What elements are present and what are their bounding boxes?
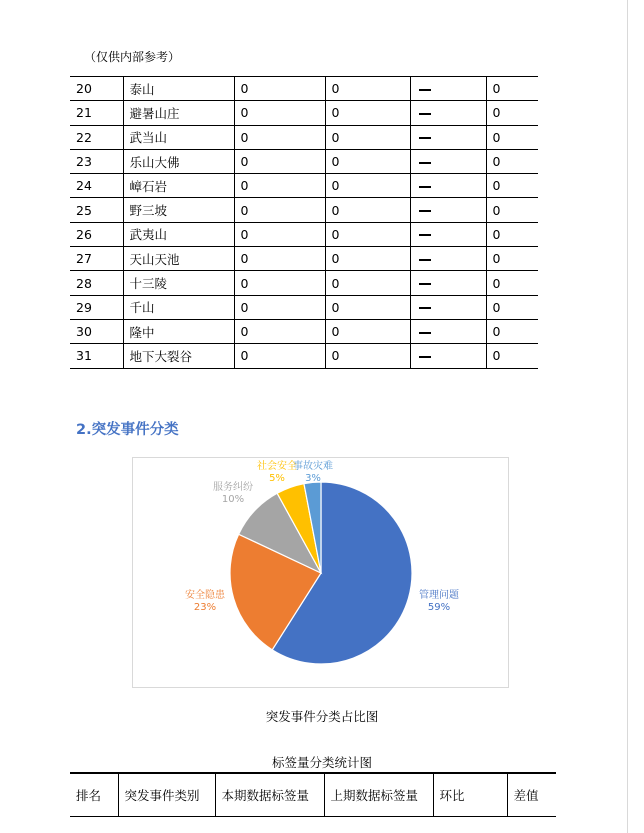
rank-cell: 31 [70, 344, 123, 368]
dash-mark [419, 210, 431, 212]
dash-mark [419, 307, 431, 309]
value-cell: 0 [325, 271, 410, 295]
header-cell: 本期数据标签量 [215, 773, 324, 817]
value-cell: 0 [486, 149, 538, 173]
header-cell: 差值 [507, 773, 556, 817]
value-cell: 0 [486, 101, 538, 125]
value-cell: 0 [234, 198, 325, 222]
dash-cell [410, 271, 486, 295]
name-cell: 武当山 [123, 125, 234, 149]
value-cell: 0 [486, 125, 538, 149]
value-cell: 0 [486, 77, 538, 101]
value-cell: 0 [486, 247, 538, 271]
name-cell: 十三陵 [123, 271, 234, 295]
slice-label: 管理问题 [419, 590, 459, 601]
value-cell: 0 [325, 222, 410, 246]
name-cell: 泰山 [123, 77, 234, 101]
slice-percent-label: 59% [427, 602, 451, 613]
name-cell: 地下大裂谷 [123, 344, 234, 368]
dash-mark [419, 113, 431, 115]
dash-cell [410, 101, 486, 125]
dash-mark [419, 186, 431, 188]
tag-table-title: 标签量分类统计图 [271, 755, 372, 770]
name-cell: 嶂石岩 [123, 174, 234, 198]
value-cell: 0 [234, 125, 325, 149]
name-cell: 天山天池 [123, 247, 234, 271]
dash-cell [410, 198, 486, 222]
table-row [70, 344, 538, 368]
header-cell: 上期数据标签量 [324, 773, 433, 817]
value-cell: 0 [325, 247, 410, 271]
table-row [70, 295, 538, 319]
rank-cell: 26 [70, 222, 123, 246]
rank-cell: 20 [70, 77, 123, 101]
value-cell: 0 [234, 247, 325, 271]
value-cell: 0 [234, 77, 325, 101]
rank-cell: 24 [70, 174, 123, 198]
table-row [70, 149, 538, 173]
tag-table-header-row [70, 773, 556, 817]
rank-cell: 22 [70, 125, 123, 149]
chart-caption: 突发事件分类占比图 [265, 709, 379, 724]
value-cell: 0 [486, 319, 538, 343]
pie-chart-frame [132, 457, 509, 688]
rank-cell: 30 [70, 319, 123, 343]
value-cell: 0 [325, 295, 410, 319]
table-row [70, 101, 538, 125]
name-cell: 野三坡 [123, 198, 234, 222]
slice-label: 服务纠纷 [213, 482, 253, 493]
value-cell: 0 [325, 125, 410, 149]
slice-percent-label: 10% [221, 494, 245, 505]
table-row [70, 319, 538, 343]
value-cell: 0 [234, 101, 325, 125]
rank-cell: 25 [70, 198, 123, 222]
value-cell: 0 [486, 222, 538, 246]
value-cell: 0 [486, 174, 538, 198]
section-title: 2.突发事件分类 [76, 422, 179, 438]
rank-cell: 29 [70, 295, 123, 319]
dash-cell [410, 295, 486, 319]
dash-mark [419, 332, 431, 334]
value-cell: 0 [325, 149, 410, 173]
table-row [70, 174, 538, 198]
dash-mark [419, 234, 431, 236]
table-row [70, 125, 538, 149]
tag-count-table [70, 772, 556, 817]
dash-mark [419, 89, 431, 91]
header-cell: 突发事件类别 [118, 773, 215, 817]
name-cell: 武夷山 [123, 222, 234, 246]
value-cell: 0 [325, 198, 410, 222]
header-cell: 排名 [70, 773, 118, 817]
dash-cell [410, 149, 486, 173]
value-cell: 0 [234, 319, 325, 343]
dash-cell [410, 77, 486, 101]
table-row [70, 271, 538, 295]
dash-cell [410, 174, 486, 198]
pie-chart [133, 458, 510, 689]
scenic-spot-table [70, 76, 538, 369]
value-cell: 0 [234, 149, 325, 173]
dash-cell [410, 247, 486, 271]
slice-percent-label: 23% [193, 602, 217, 613]
rank-cell: 27 [70, 247, 123, 271]
value-cell: 0 [325, 344, 410, 368]
dash-mark [419, 259, 431, 261]
slice-label: 事故灾难 [293, 461, 333, 472]
rank-cell: 23 [70, 149, 123, 173]
value-cell: 0 [325, 77, 410, 101]
slice-percent-label: 5% [269, 473, 285, 484]
dash-mark [419, 162, 431, 164]
dash-cell [410, 319, 486, 343]
name-cell: 乐山大佛 [123, 149, 234, 173]
internal-note: （仅供内部参考） [84, 50, 181, 64]
dash-mark [419, 356, 431, 358]
value-cell: 0 [234, 174, 325, 198]
value-cell: 0 [234, 222, 325, 246]
rank-cell: 21 [70, 101, 123, 125]
value-cell: 0 [325, 101, 410, 125]
value-cell: 0 [325, 174, 410, 198]
table-row [70, 198, 538, 222]
name-cell: 千山 [123, 295, 234, 319]
value-cell: 0 [486, 295, 538, 319]
table-row [70, 222, 538, 246]
slice-label: 社会安全 [257, 461, 297, 472]
name-cell: 隆中 [123, 319, 234, 343]
scenic-spot-table-body [70, 77, 538, 369]
dash-mark [419, 137, 431, 139]
value-cell: 0 [234, 344, 325, 368]
dash-cell [410, 125, 486, 149]
value-cell: 0 [486, 344, 538, 368]
dash-mark [419, 283, 431, 285]
rank-cell: 28 [70, 271, 123, 295]
table-row [70, 247, 538, 271]
value-cell: 0 [234, 295, 325, 319]
name-cell: 避暑山庄 [123, 101, 234, 125]
header-cell: 环比 [433, 773, 507, 817]
dash-cell [410, 222, 486, 246]
table-row [70, 77, 538, 101]
value-cell: 0 [325, 319, 410, 343]
slice-percent-label: 3% [305, 473, 321, 484]
slice-label: 安全隐患 [185, 590, 225, 601]
dash-cell [410, 344, 486, 368]
value-cell: 0 [234, 271, 325, 295]
value-cell: 0 [486, 271, 538, 295]
value-cell: 0 [486, 198, 538, 222]
